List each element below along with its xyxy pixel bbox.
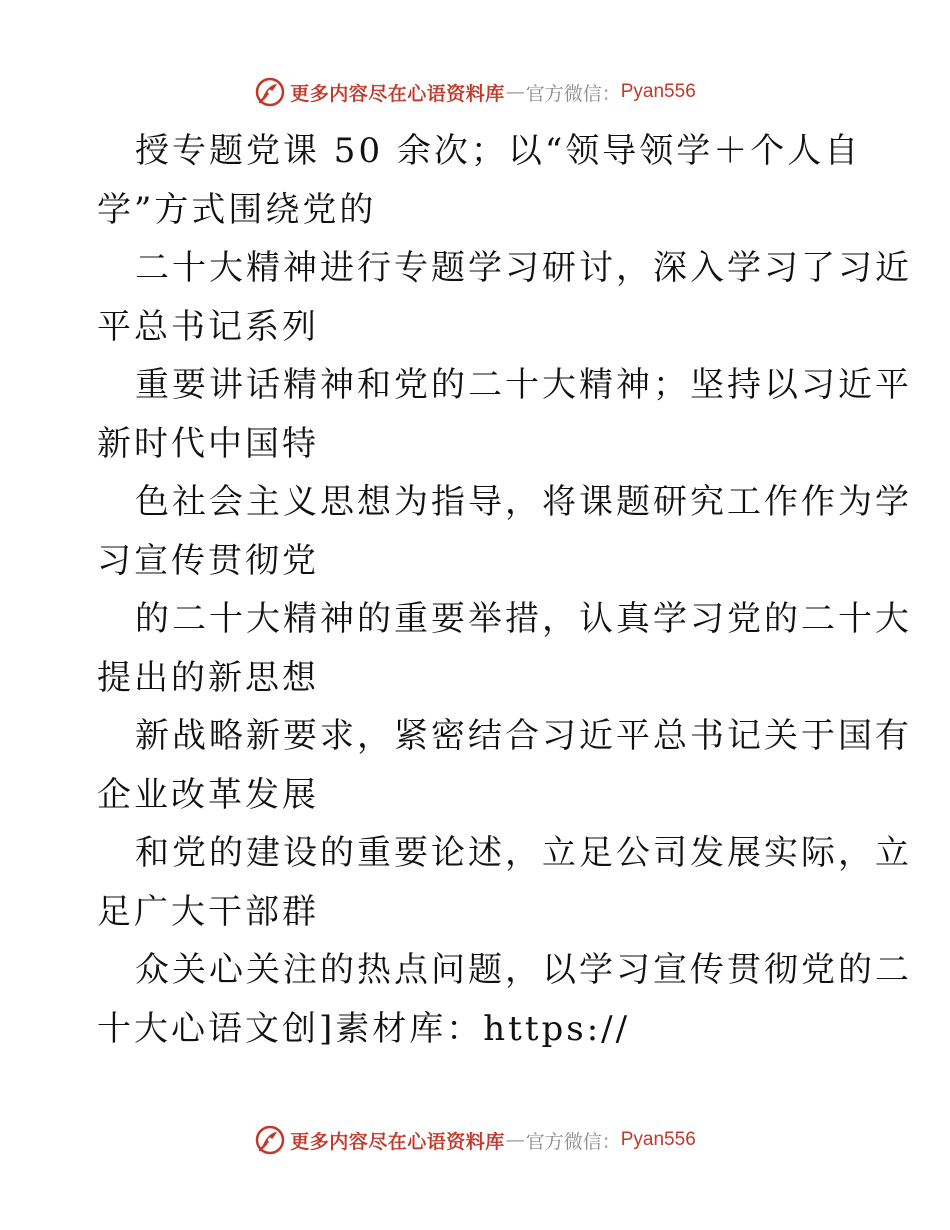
text-line: 十大心语文创]素材库：https:// xyxy=(97,1008,631,1049)
text-line: 和党的建设的重要论述，立足公司发展实际，立 xyxy=(135,833,912,873)
banner-wechat-id: Pyan556 xyxy=(620,81,696,102)
text-line: 习宣传贯彻党 xyxy=(97,540,319,581)
banner-dash: — xyxy=(505,1129,525,1151)
document-body xyxy=(97,122,912,1058)
text-line: 足广大干部群 xyxy=(97,891,319,932)
text-line: 色社会主义思想为指导，将课题研究工作作为学 xyxy=(135,482,912,522)
banner-wechat-label: 官方微信： xyxy=(525,1130,621,1153)
text-line: 新战略新要求，紧密结合习近平总书记关于国有 xyxy=(135,716,912,756)
text-line: 新时代中国特 xyxy=(97,423,319,464)
pen-logo-icon xyxy=(254,1124,286,1156)
text-line: 二十大精神进行专题学习研讨，深入学习了习近 xyxy=(135,248,912,288)
text-line: 平总书记系列 xyxy=(97,306,319,347)
header-banner xyxy=(0,72,950,112)
text-line: 提出的新思想 xyxy=(97,657,319,698)
text-line: 众关心关注的热点问题，以学习宣传贯彻党的二 xyxy=(135,950,912,990)
banner-slogan: 更多内容尽在心语资料库 xyxy=(290,82,505,105)
pen-logo-icon xyxy=(254,76,286,108)
text-line: 企业改革发展 xyxy=(97,774,319,815)
text-line: 学”方式围绕党的 xyxy=(97,189,377,230)
banner-wechat-label: 官方微信： xyxy=(525,82,621,105)
banner-wechat-id: Pyan556 xyxy=(620,1129,696,1150)
text-line: 的二十大精神的重要举措，认真学习党的二十大 xyxy=(135,599,912,639)
banner-slogan: 更多内容尽在心语资料库 xyxy=(290,1130,505,1153)
text-line: 重要讲话精神和党的二十大精神；坚持以习近平 xyxy=(135,365,912,405)
text-line: 授专题党课 50 余次；以“领导领学＋个人自 xyxy=(135,131,862,171)
banner-dash: — xyxy=(505,81,525,103)
footer-banner xyxy=(0,1120,950,1160)
